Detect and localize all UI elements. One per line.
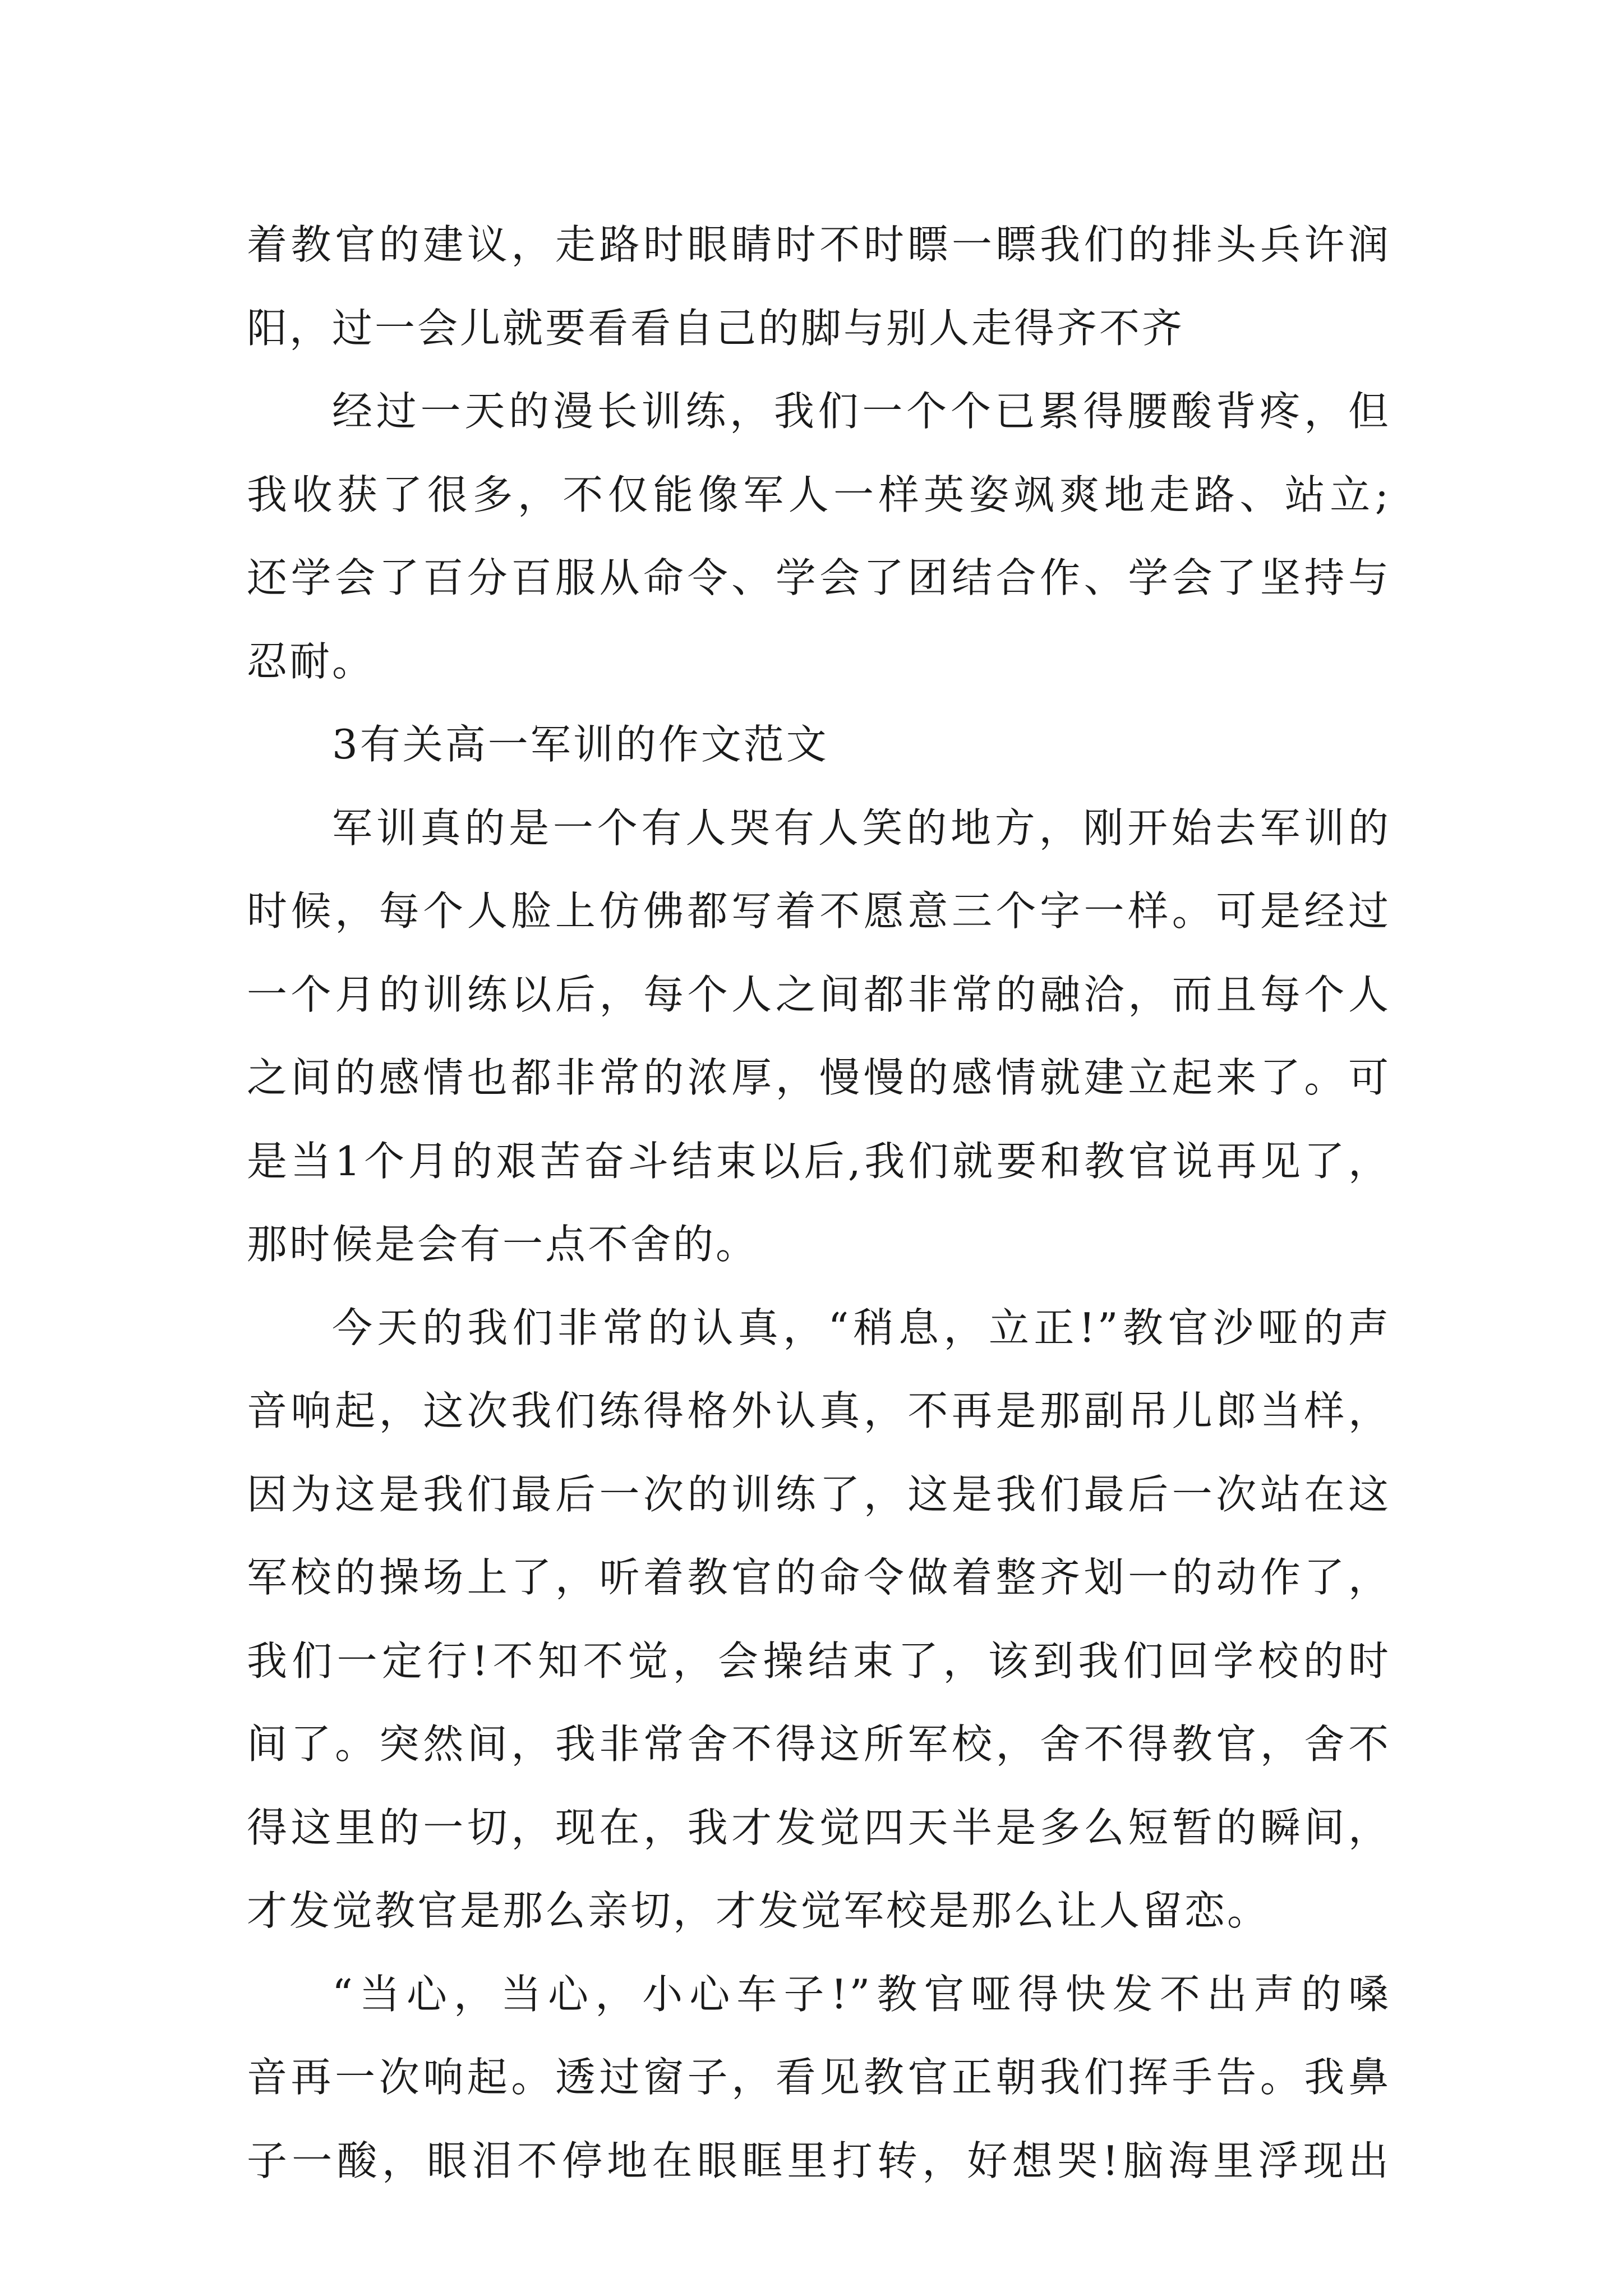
text-line: 因为这是我们最后一次的训练了，这是我们最后一次站在这 — [247, 1470, 1391, 1518]
text-line: 3有关高一军训的作文范文 — [332, 721, 829, 768]
text-line: 才发觉教官是那么亲切，才发觉军校是那么让人留恋。 — [247, 1887, 1270, 1934]
text-line: 是当1个月的艰苦奋斗结束以后,我们就要和教官说再见了， — [247, 1137, 1391, 1185]
text-line: 间了。突然间，我非常舍不得这所军校，舍不得教官，舍不 — [247, 1720, 1391, 1768]
text-line: 音响起，这次我们练得格外认真，不再是那副吊儿郎当样， — [247, 1387, 1391, 1434]
paragraph-military-training — [247, 786, 1391, 1286]
text-line: 之间的感情也都非常的浓厚，慢慢的感情就建立起来了。可 — [247, 1054, 1391, 1101]
text-line: 经过一天的漫长训练，我们一个个已累得腰酸背疼，但 — [332, 388, 1391, 435]
text-line: 军校的操场上了，听着教官的命令做着整齐划一的动作了， — [247, 1554, 1391, 1601]
text-line: 得这里的一切，现在，我才发觉四天半是多么短暂的瞬间， — [247, 1803, 1391, 1851]
text-line: 军训真的是一个有人哭有人笑的地方，刚开始去军训的 — [332, 804, 1391, 852]
paragraph-farewell — [247, 1953, 1391, 2203]
text-line: 一个月的训练以后，每个人之间都非常的融洽，而且每个人 — [247, 970, 1391, 1018]
section-heading — [247, 703, 1391, 786]
paragraph-final-drill — [247, 1286, 1391, 1953]
text-line: 忍耐。 — [247, 637, 375, 685]
text-line: 子一酸，眼泪不停地在眼眶里打转，好想哭!脑海里浮现出 — [247, 2137, 1391, 2184]
document-body — [247, 203, 1391, 2202]
text-line: 今天的我们非常的认真，“稍息，立正!”教官沙哑的声 — [332, 1304, 1391, 1351]
text-line: 那时候是会有一点不舍的。 — [247, 1221, 759, 1268]
text-line: 音再一次响起。透过窗子，看见教官正朝我们挥手告。我鼻 — [247, 2054, 1391, 2101]
text-line: 着教官的建议，走路时眼睛时不时瞟一瞟我们的排头兵许润 — [247, 221, 1391, 268]
text-line: 时候，每个人脸上仿佛都写着不愿意三个字一样。可是经过 — [247, 887, 1391, 935]
text-line: 阳，过一会儿就要看看自己的脚与别人走得齐不齐 — [247, 304, 1185, 352]
text-line: 我收获了很多，不仅能像军人一样英姿飒爽地走路、站立; — [247, 471, 1391, 518]
paragraph-continued — [247, 203, 1391, 370]
text-line: “当心，当心，小心车子!”教官哑得快发不出声的嗓 — [332, 1970, 1391, 2018]
text-line: 我们一定行!不知不觉，会操结束了，该到我们回学校的时 — [247, 1637, 1391, 1685]
text-line: 还学会了百分百服从命令、学会了团结合作、学会了坚持与 — [247, 554, 1391, 601]
paragraph-training-day — [247, 370, 1391, 703]
